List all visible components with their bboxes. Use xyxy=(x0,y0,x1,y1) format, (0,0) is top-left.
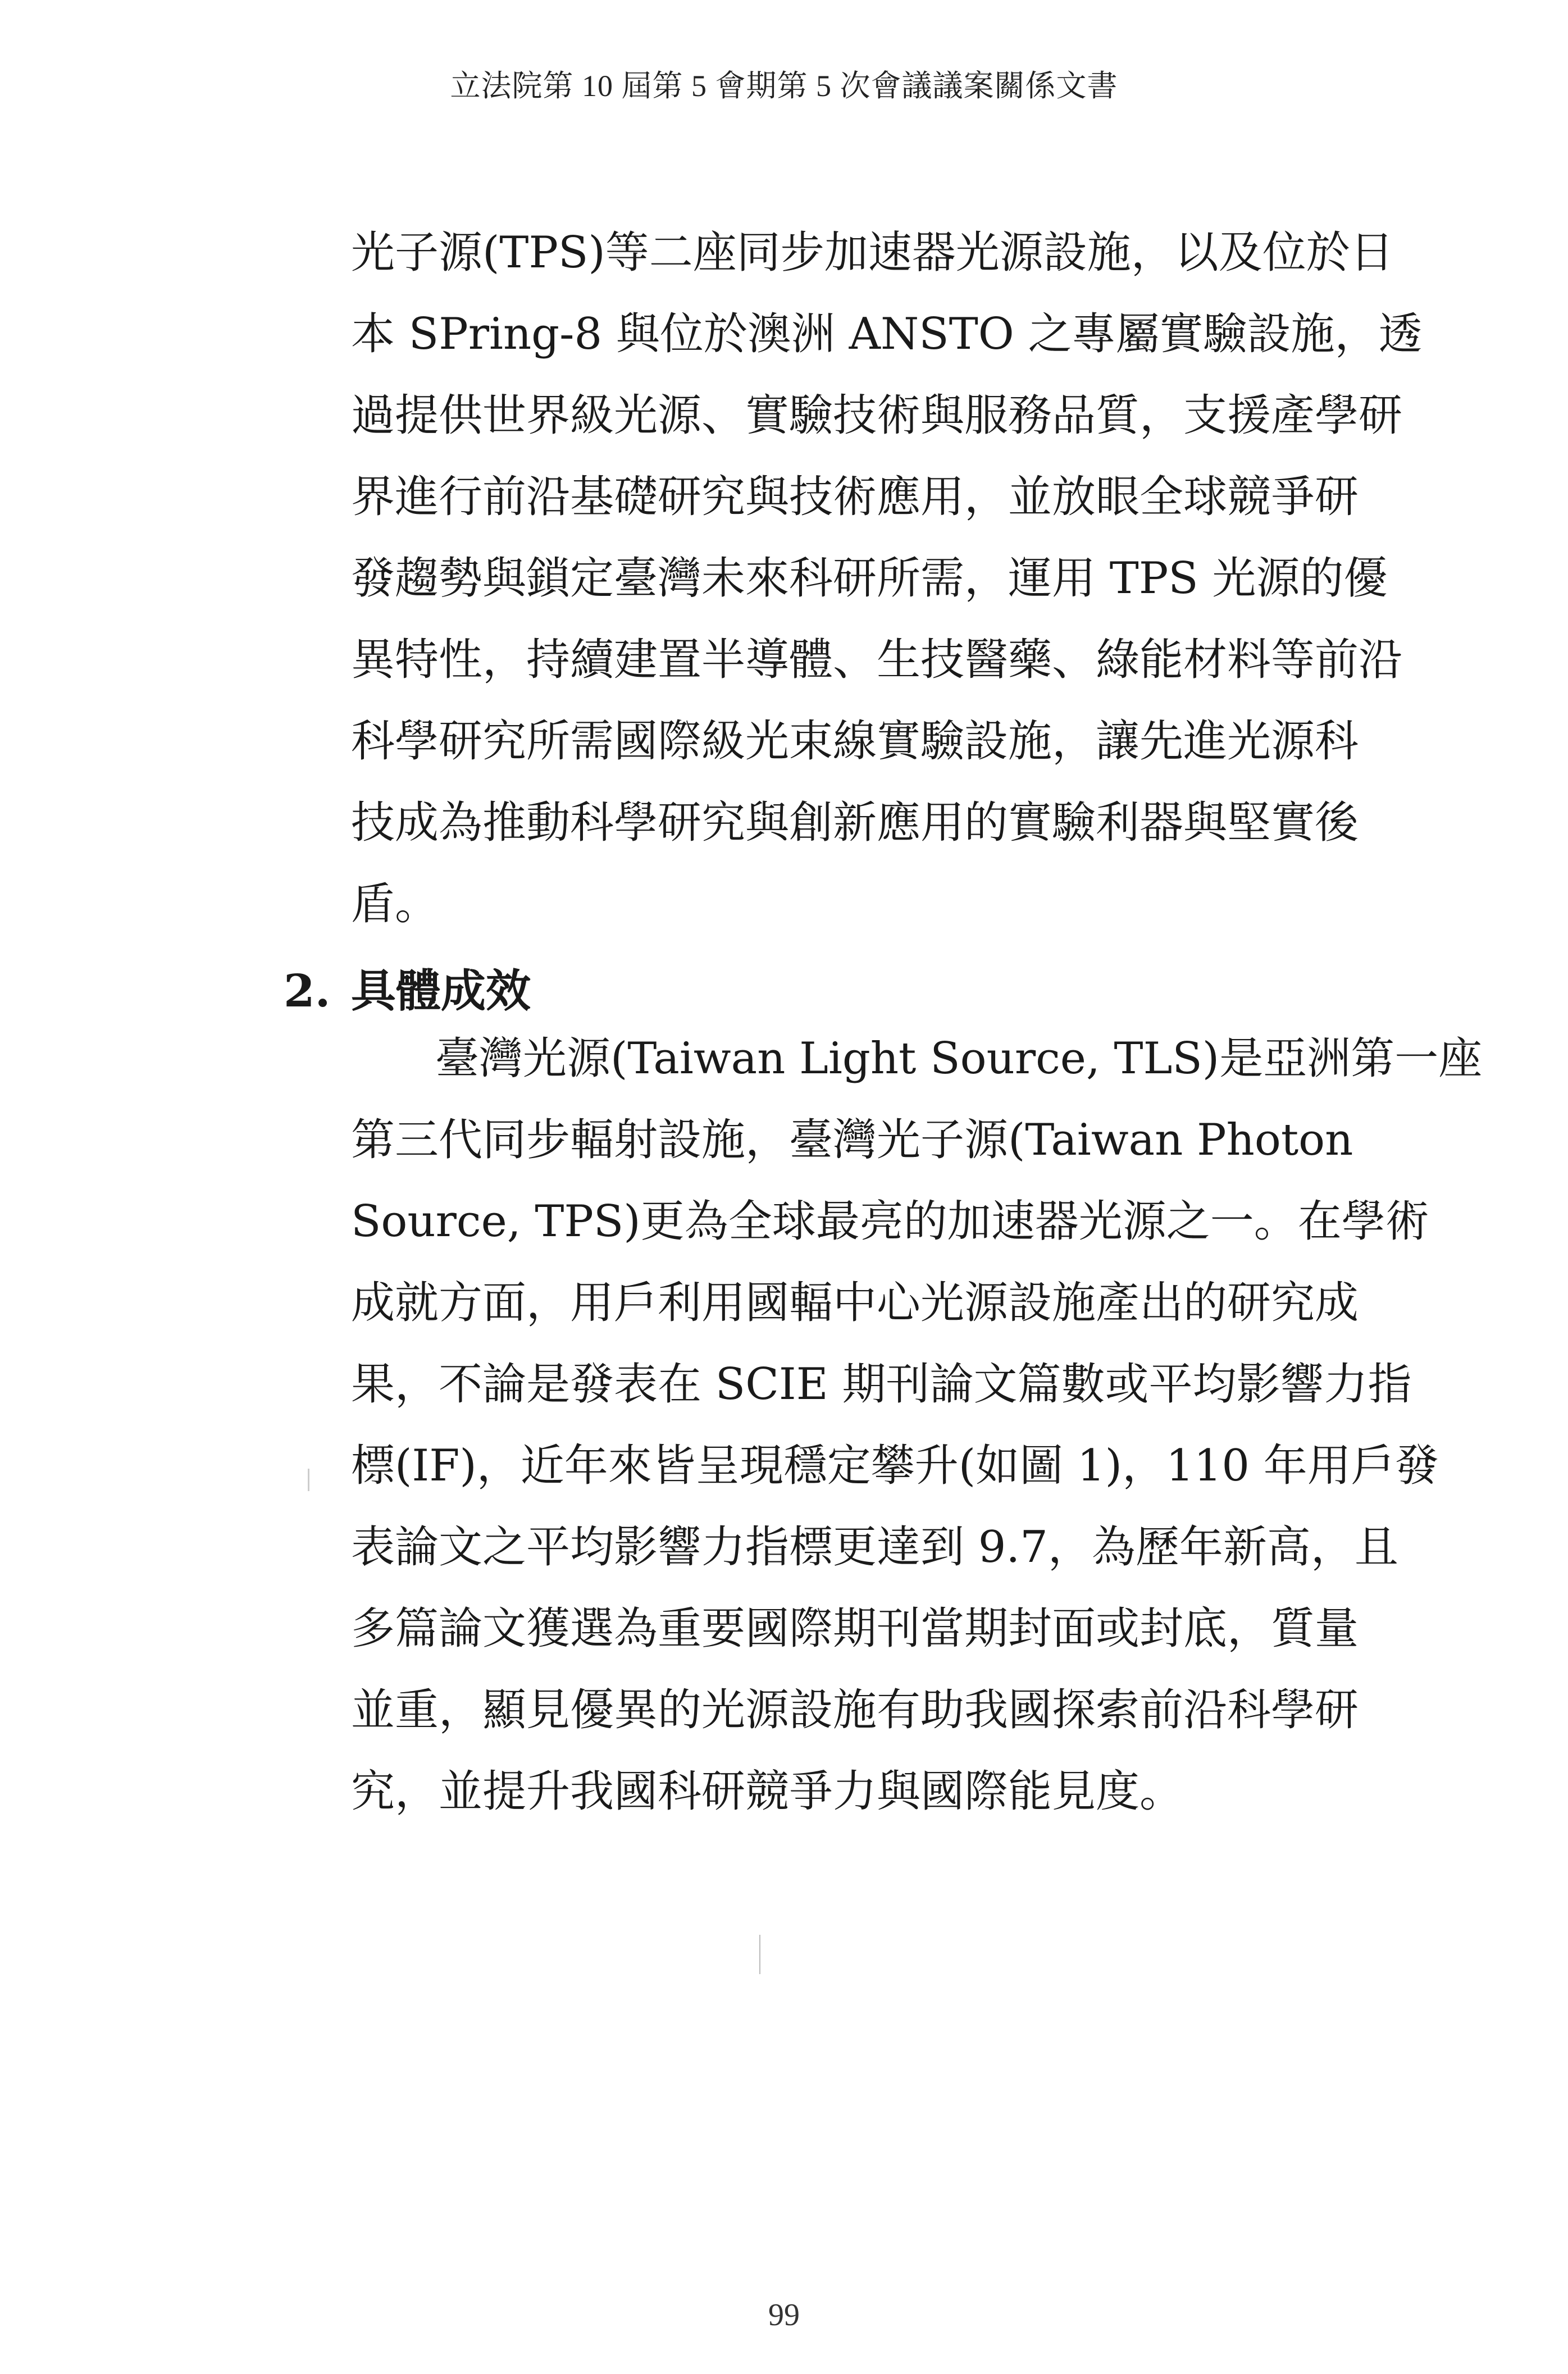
paragraph-line: Source, TPS)更為全球最亮的加速器光源之一。在學術 xyxy=(351,1196,1429,1247)
scan-margin-mark xyxy=(308,1469,315,1491)
scan-artifact-mark xyxy=(759,1935,760,1974)
document-header: 立法院第 10 屆第 5 會期第 5 次會議議案關係文書 xyxy=(450,69,1118,103)
section-number: 2. xyxy=(284,964,331,1017)
paragraph-line: 果，不論是發表在 SCIE 期刊論文篇數或平均影響力指 xyxy=(351,1359,1412,1410)
paragraph-line: 並重，顯見優異的光源設施有助我國探索前沿科學研 xyxy=(351,1685,1359,1735)
paragraph-line: 表論文之平均影響力指標更達到 9.7，為歷年新高，且 xyxy=(351,1522,1398,1573)
section-title: 具體成效 xyxy=(351,964,531,1017)
paragraph-line: 標(IF)，近年來皆呈現穩定攀升(如圖 1)，110 年用戶發 xyxy=(351,1441,1439,1491)
paragraph-line: 臺灣光源(Taiwan Light Source, TLS)是亞洲第一座 xyxy=(435,1033,1483,1084)
paragraph-line: 異特性，持續建置半導體、生技醫藥、綠能材料等前沿 xyxy=(351,635,1403,685)
paragraph-line: 界進行前沿基礎研究與技術應用，並放眼全球競爭研 xyxy=(351,472,1359,522)
paragraph-line: 盾。 xyxy=(351,879,439,929)
paragraph-line: 光子源(TPS)等二座同步加速器光源設施，以及位於日 xyxy=(351,227,1394,278)
paragraph-line: 成就方面，用戶利用國輻中心光源設施產出的研究成 xyxy=(351,1278,1359,1328)
paragraph-line: 第三代同步輻射設施，臺灣光子源(Taiwan Photon xyxy=(351,1115,1353,1165)
paragraph-line: 科學研究所需國際級光束線實驗設施，讓先進光源科 xyxy=(351,716,1359,767)
paragraph-line: 究，並提升我國科研競爭力與國際能見度。 xyxy=(351,1766,1184,1817)
paragraph-line: 本 SPring-8 與位於澳洲 ANSTO 之專屬實驗設施，透 xyxy=(351,309,1423,359)
paragraph-line: 發趨勢與鎖定臺灣未來科研所需，運用 TPS 光源的優 xyxy=(351,553,1388,604)
paragraph-line: 技成為推動科學研究與創新應用的實驗利器與堅實後 xyxy=(351,798,1359,848)
paragraph-line: 過提供世界級光源、實驗技術與服務品質，支援產學研 xyxy=(351,390,1403,441)
paragraph-line: 多篇論文獲選為重要國際期刊當期封面或封底，質量 xyxy=(351,1603,1359,1654)
section-heading xyxy=(284,955,531,1019)
page-number: 99 xyxy=(768,2298,800,2332)
